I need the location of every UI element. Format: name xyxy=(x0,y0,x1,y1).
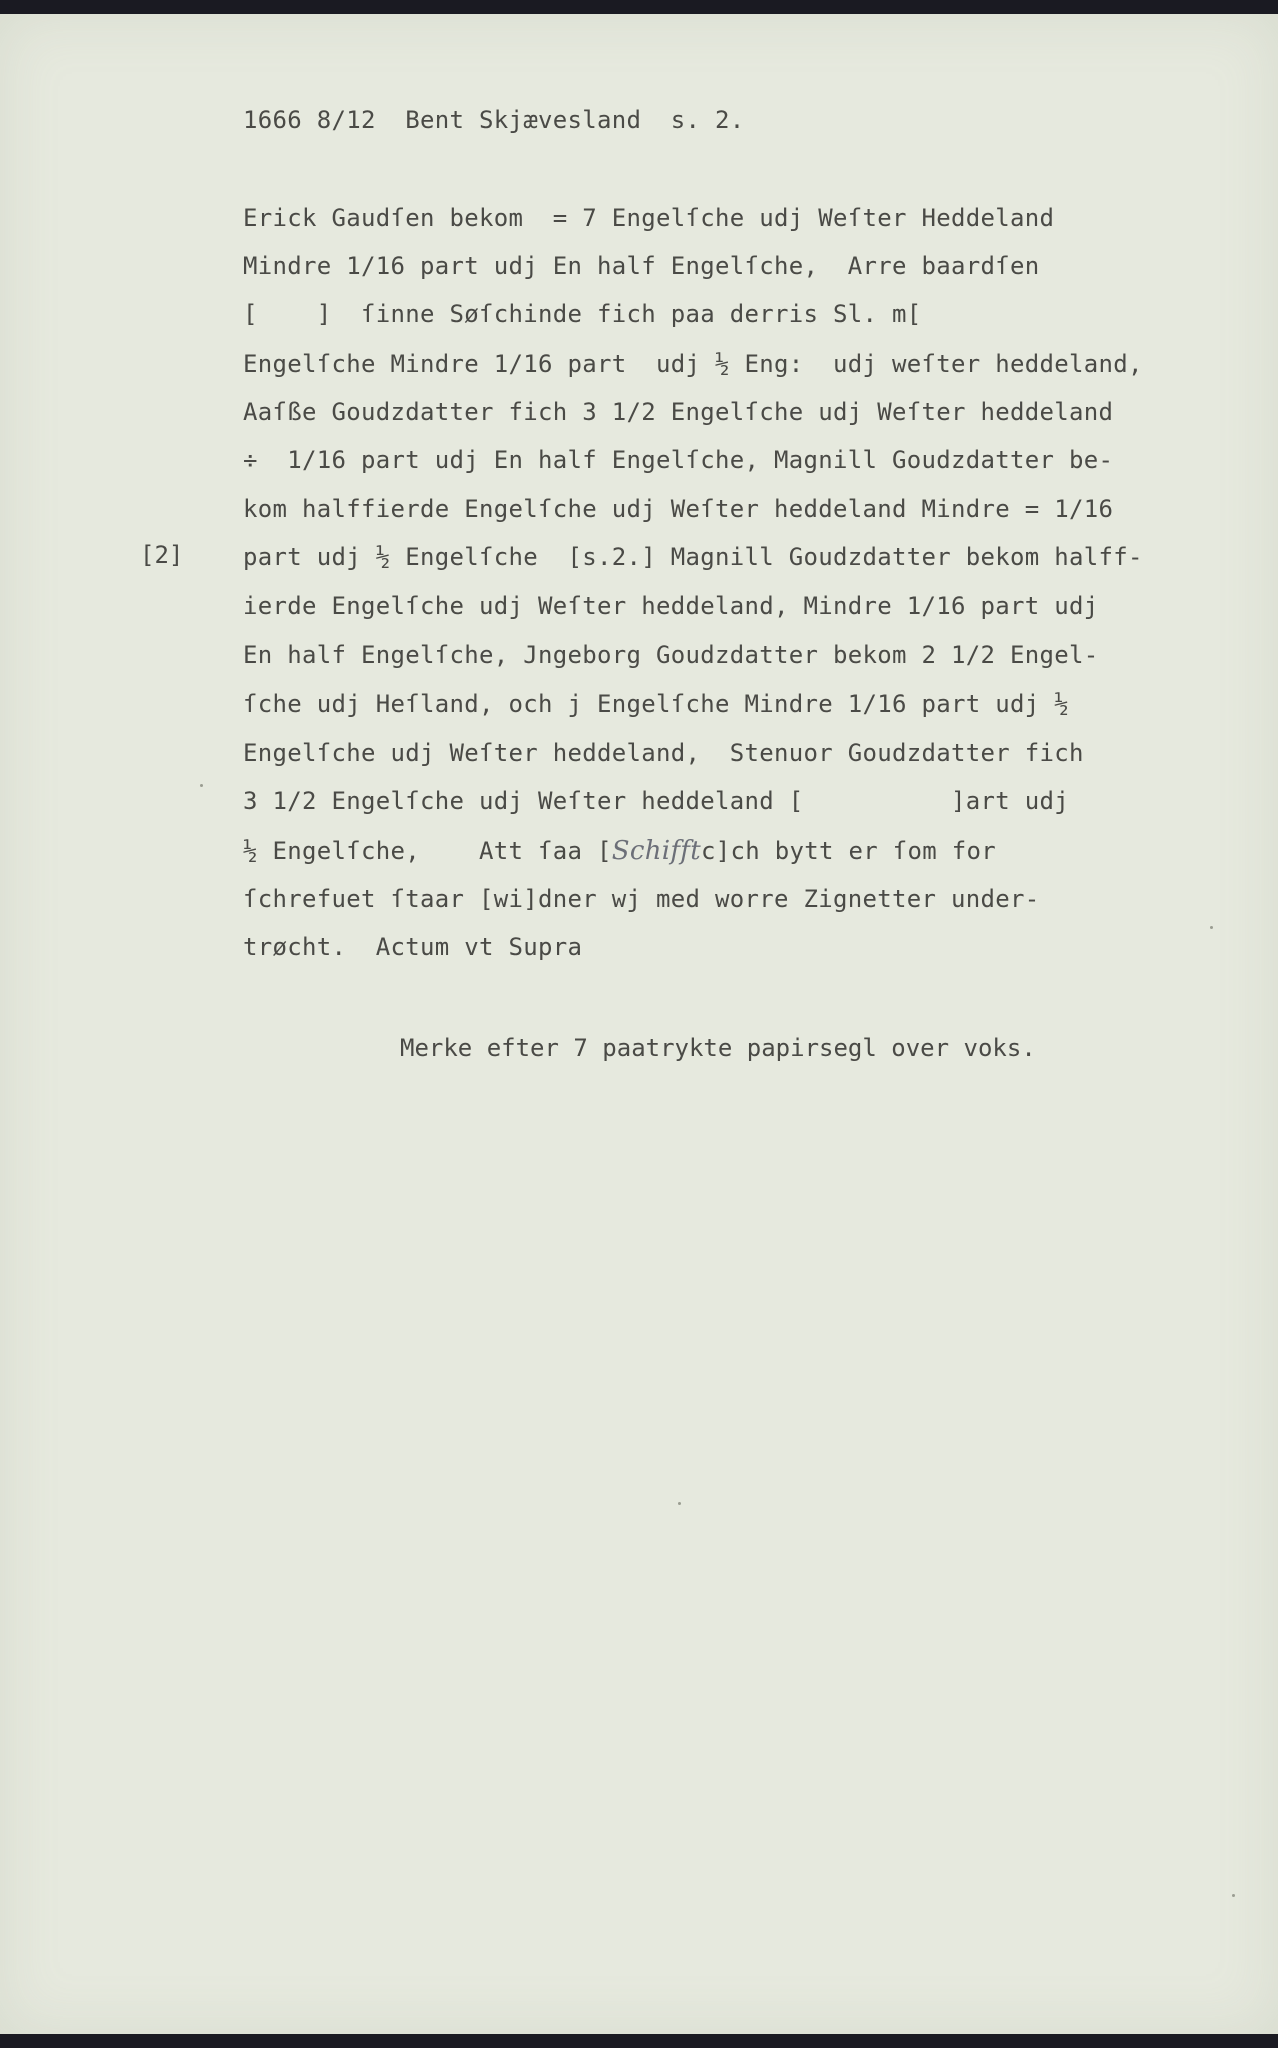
body-line: trøcht. Actum vt Supra xyxy=(243,933,583,961)
body-line: part udj ½ Engelſche [s.2.] Magnill Goudzdatter bekom halff- xyxy=(243,543,1143,571)
document-header: 1666 8/12 Bent Skjævesland s. 2. xyxy=(243,106,745,134)
body-line: Engelſche Mindre 1/16 part udj ½ Eng: udj weſter heddeland, xyxy=(243,350,1143,378)
body-line-start: ½ Engelſche, Att ſaa [ xyxy=(243,837,612,865)
paper-speck xyxy=(678,1502,681,1505)
body-line: Engelſche udj Weſter heddeland, Stenuor Goudzdatter fich xyxy=(243,739,1084,767)
paper-speck xyxy=(1210,926,1213,929)
document-footer-note: Merke efter 7 paatrykte papirsegl over voks. xyxy=(400,1034,1036,1062)
body-line: kom halffierde Engelſche udj Weſter heddeland Mindre = 1/16 xyxy=(243,495,1114,523)
body-line: Erick Gaudſen bekom = 7 Engelſche udj Weſter Heddeland xyxy=(243,204,1055,232)
margin-page-marker: [2] xyxy=(140,541,184,569)
body-line: En half Engelſche, Jngeborg Goudzdatter bekom 2 1/2 Engel- xyxy=(243,641,1099,669)
paper-speck xyxy=(200,784,203,787)
body-line: [ ] ſinne Søſchinde fich paa derris Sl. m[ xyxy=(243,300,922,328)
body-line: ierde Engelſche udj Weſter heddeland, Mindre 1/16 part udj xyxy=(243,592,1099,620)
paper-speck xyxy=(1232,1894,1235,1897)
body-line: Mindre 1/16 part udj En half Engelſche, Arre baardſen xyxy=(243,252,1040,280)
body-line: ſche udj Heſland, och j Engelſche Mindre 1/16 part udj ½ xyxy=(243,690,1069,718)
handwritten-insert: Schifft xyxy=(611,836,701,866)
body-line: Aaſße Goudzdatter fich 3 1/2 Engelſche udj Weſter heddeland xyxy=(243,398,1114,426)
body-line: ſchrefuet ſtaar [wi]dner wj med worre Zignetter under- xyxy=(243,885,1040,913)
body-line: 3 1/2 Engelſche udj Weſter heddeland [ ]art udj xyxy=(243,787,1069,815)
body-line: ÷ 1/16 part udj En half Engelſche, Magnill Goudzdatter be- xyxy=(243,446,1114,474)
body-line-end: c]ch bytt er ſom for xyxy=(700,837,996,865)
document-page xyxy=(0,14,1278,2034)
body-line-with-handwriting xyxy=(243,836,996,866)
